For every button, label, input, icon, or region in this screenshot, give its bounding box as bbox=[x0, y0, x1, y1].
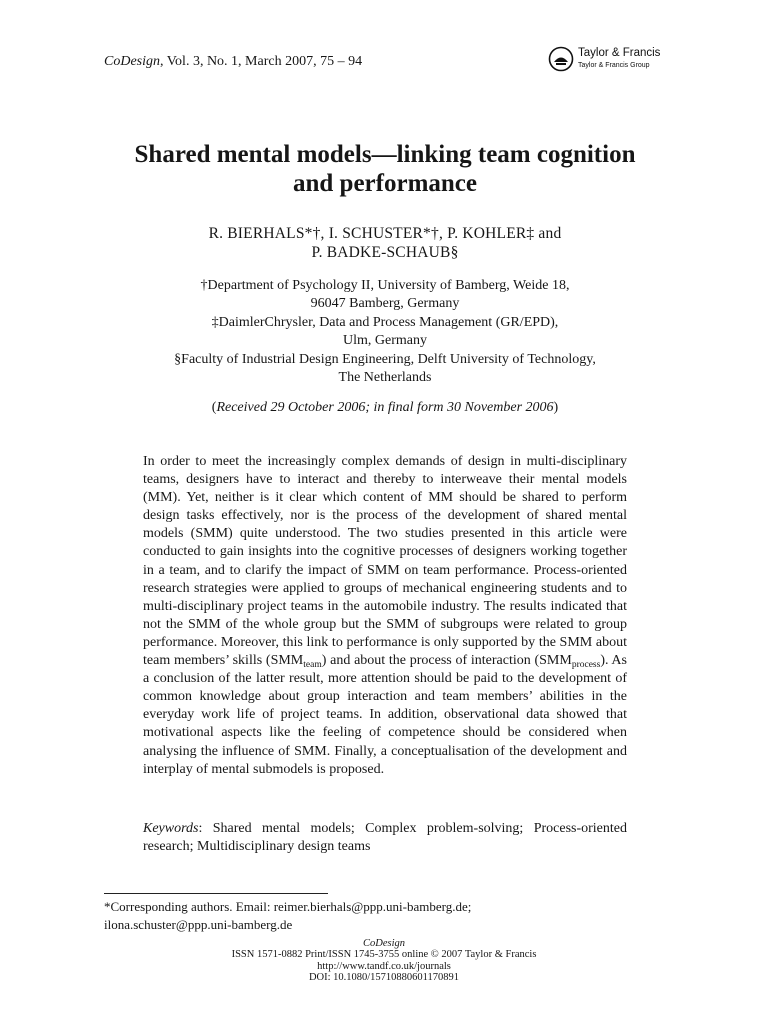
publisher-group: Taylor & Francis Group bbox=[578, 62, 650, 69]
footnote-line-1: *Corresponding authors. Email: reimer.bierhals@ppp.uni-bamberg.de; bbox=[104, 899, 472, 914]
abstract-text-part-3: ). As a conclusion of the latter result, more attention should be paid to the development of common knowledge about group interaction and team members’ abilities in the everyday work life of project teams. In addition, observational data showed that motivational aspects like the feeling of competence should be considered when analysing the influence of SMM. Finally, a conceptualisation of the development and interplay of mental submodels is proposed. bbox=[143, 653, 627, 777]
footer-url: http://www.tandf.co.uk/journals bbox=[317, 960, 451, 972]
affiliation-line: Ulm, Germany bbox=[343, 333, 427, 349]
footer-journal: CoDesign bbox=[363, 938, 405, 949]
publisher-name: Taylor & Francis bbox=[578, 47, 661, 59]
title-line-2: and performance bbox=[293, 170, 477, 197]
authors-line-2: P. BADKE-SCHAUB§ bbox=[311, 244, 459, 261]
affiliation-line: The Netherlands bbox=[338, 370, 432, 386]
journal-citation bbox=[104, 54, 362, 70]
author-list bbox=[80, 224, 690, 262]
abstract bbox=[143, 453, 627, 779]
footnote-divider bbox=[104, 893, 328, 894]
publisher-logo bbox=[548, 44, 673, 76]
abstract-subscript-process: process bbox=[571, 660, 601, 671]
keywords-text: : Shared mental models; Complex problem-solving; Process-oriented research; Multidisciplinary design teams bbox=[143, 821, 627, 855]
title-line-1: Shared mental models—linking team cognition bbox=[134, 141, 636, 168]
journal-name: CoDesign bbox=[104, 54, 160, 69]
affiliation-line: §Faculty of Industrial Design Engineering, Delft University of Technology, bbox=[174, 351, 596, 367]
citation-details: , Vol. 3, No. 1, March 2007, 75 – 94 bbox=[160, 54, 363, 69]
received-text: Received 29 October 2006; in final form 30 November 2006 bbox=[216, 400, 554, 415]
authors-line-1: R. BIERHALS*†, I. SCHUSTER*†, P. KOHLER‡ and bbox=[208, 225, 562, 242]
corresponding-author-footnote bbox=[104, 898, 664, 933]
abstract-subscript-team: team bbox=[303, 660, 322, 671]
abstract-text-part-1: In order to meet the increasingly complex demands of design in multi-disciplinary teams, designers have to interact and thereby to interweave their mental models (MM). Yet, neither is it clear which content of MM should be shared to perform design tasks effectively, nor is the process of the development of shared mental models (SMM) quite understood. The two studies presented in this article were conducted to gain insights into the cognitive processes of designers working together in a team, and to clarify the impact of SMM on team performance. Process-oriented research strategies were applied to groups of mechanical engineering students and to multi-disciplinary project teams in the automobile industry. The results indicated that not the SMM of the whole group but the SMM of subgroups were related to group performance. Moreover, this link to performance is only supported by the SMM about team members’ skills (SMM bbox=[143, 454, 627, 669]
received-dates bbox=[80, 400, 690, 416]
publisher-emblem-icon bbox=[548, 46, 574, 72]
received-open-paren: ( bbox=[211, 400, 217, 415]
abstract-text-part-2: ) and about the process of interaction (SMM bbox=[321, 653, 572, 669]
footer-doi: DOI: 10.1080/15710880601170891 bbox=[308, 971, 460, 983]
keywords-label: Keywords bbox=[143, 821, 199, 836]
footer-issn: ISSN 1571-0882 Print/ISSN 1745-3755 online © 2007 Taylor & Francis bbox=[231, 949, 537, 961]
received-close-paren: ) bbox=[553, 400, 559, 415]
article-title bbox=[80, 140, 690, 198]
affiliation-line: †Department of Psychology II, University of Bamberg, Weide 18, bbox=[200, 278, 570, 293]
affiliations bbox=[80, 277, 690, 387]
keywords bbox=[143, 820, 627, 856]
abstract-paragraph bbox=[143, 453, 627, 779]
affiliation-line: ‡DaimlerChrysler, Data and Process Management (GR/EPD), bbox=[211, 314, 559, 330]
affiliation-line: 96047 Bamberg, Germany bbox=[310, 296, 460, 312]
page-footer bbox=[0, 938, 768, 983]
footnote-line-2: ilona.schuster@ppp.uni-bamberg.de bbox=[104, 916, 293, 932]
